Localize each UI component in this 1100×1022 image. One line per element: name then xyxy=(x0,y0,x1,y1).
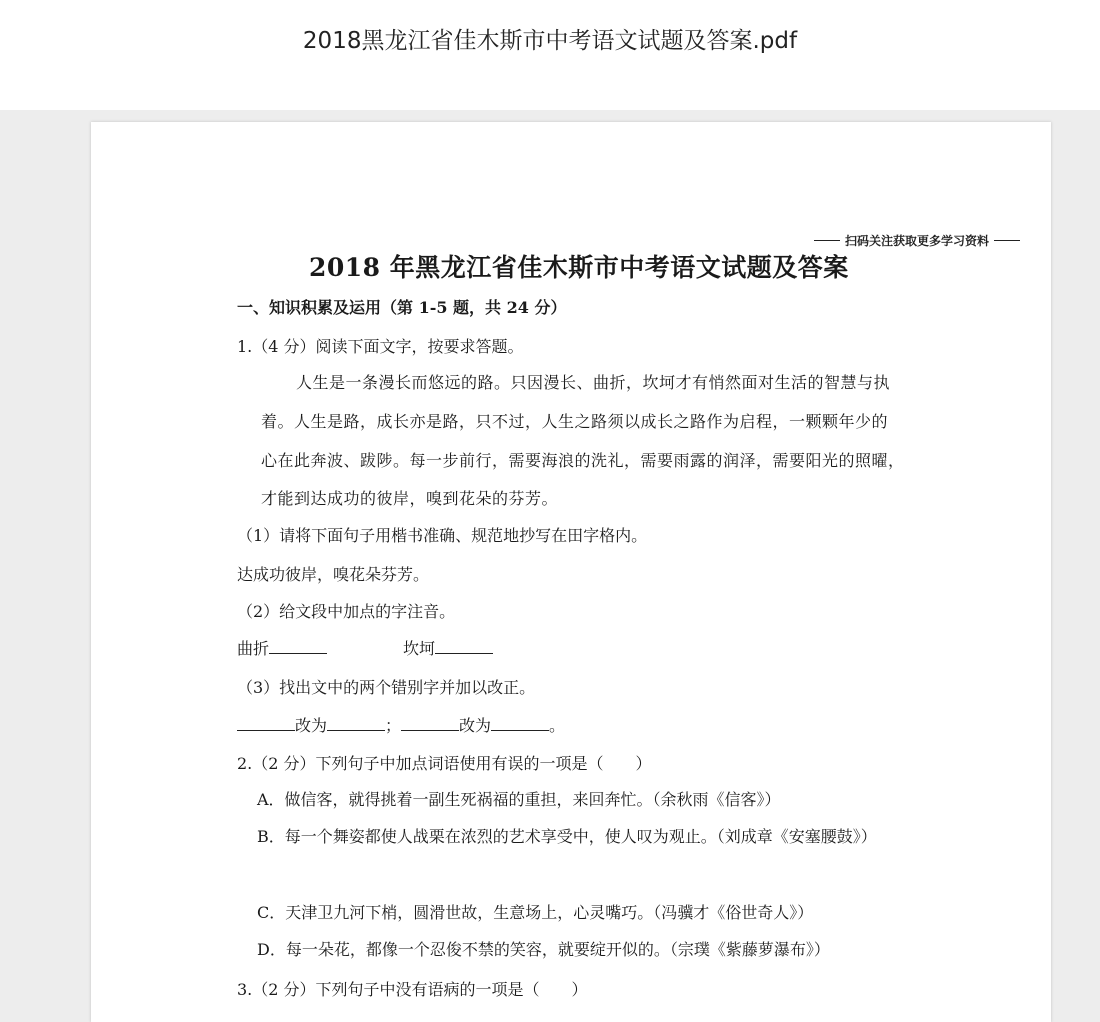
q1-sub2: （2）给文段中加点的字注音。 xyxy=(237,602,456,621)
q1-sub2-answers xyxy=(237,636,493,659)
q1-sub3: （3）找出文中的两个错别字并加以改正。 xyxy=(237,678,536,697)
header-rule-right xyxy=(994,240,1020,242)
q1-prompt: 1.（4 分）阅读下面文字，按要求答题。 xyxy=(237,337,524,356)
answer-blank[interactable] xyxy=(327,716,385,731)
q1-passage-line-2: 着。人生是路，成长亦是路，只不过，人生之路须以成长之路作为启程，一颗颗年少的 xyxy=(261,412,889,431)
document-title: 2018 年黑龙江省佳木斯市中考语文试题及答案 xyxy=(309,253,849,282)
answer-blank[interactable] xyxy=(269,639,327,654)
pdf-page[interactable] xyxy=(91,122,1051,1022)
change-label: 改为 xyxy=(295,716,328,735)
q1-sub3-answers xyxy=(237,713,565,736)
header-note xyxy=(809,232,1025,249)
section-heading: 一、知识积累及运用（第 1-5 题，共 24 分） xyxy=(237,298,567,317)
answer-blank[interactable] xyxy=(435,639,493,654)
q1-passage-line-4: 才能到达成功的彼岸，嗅到花朵的芬芳。 xyxy=(261,489,559,508)
q2-option-c: C．天津卫九河下梢，圆滑世故，生意场上，心灵嘴巧。（冯骥才《俗世奇人》） xyxy=(257,903,814,922)
q1-sub1: （1）请将下面句子用楷书准确、规范地抄写在田字格内。 xyxy=(237,526,648,545)
viewer-toolbar xyxy=(0,0,1100,110)
q1-sub2-item2: 坎坷 xyxy=(403,639,436,658)
q1-sub1-text: 达成功彼岸，嗅花朵芬芳。 xyxy=(237,565,430,584)
answer-blank[interactable] xyxy=(491,716,549,731)
header-note-text: 扫码关注获取更多学习资料 xyxy=(845,234,990,248)
header-rule-left xyxy=(814,240,840,242)
separator: ； xyxy=(385,716,402,735)
q1-passage-line-3: 心在此奔波、跋陟。每一步前行，需要海浪的洗礼，需要雨露的润泽，需要阳光的照曜， xyxy=(261,451,905,470)
q3-prompt: 3.（2 分）下列句子中没有语病的一项是（ ） xyxy=(237,980,588,999)
q2-option-b: B．每一个舞姿都使人战栗在浓烈的艺术享受中，使人叹为观止。（刘成章《安塞腰鼓》） xyxy=(257,827,877,846)
file-title: 2018黑龙江省佳木斯市中考语文试题及答案.pdf xyxy=(302,28,798,54)
q2-prompt: 2.（2 分）下列句子中加点词语使用有误的一项是（ ） xyxy=(237,754,652,773)
end-mark: 。 xyxy=(549,716,566,735)
q2-option-d: D．每一朵花，都像一个忍俊不禁的笑容，就要绽开似的。（宗璞《紫藤萝瀑布》） xyxy=(257,940,830,959)
change-label: 改为 xyxy=(459,716,492,735)
q1-passage-line-1: 人生是一条漫长而悠远的路。只因漫长、曲折，坎坷才有悄然面对生活的智慧与执 xyxy=(296,373,891,392)
q2-option-a: A．做信客，就得挑着一副生死祸福的重担，来回奔忙。（余秋雨《信客》） xyxy=(257,790,781,809)
q1-sub2-item1: 曲折 xyxy=(237,639,270,658)
answer-blank[interactable] xyxy=(401,716,459,731)
answer-blank[interactable] xyxy=(237,716,295,731)
